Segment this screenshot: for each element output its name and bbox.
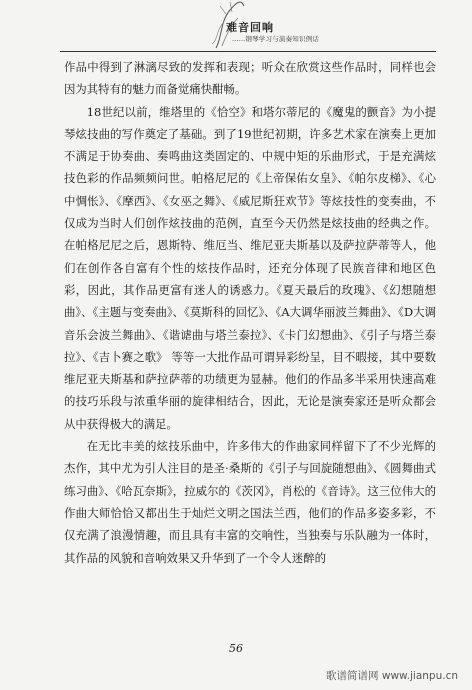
header-logo-text: 难音回响 bbox=[226, 21, 274, 34]
header-subtitle: ……钢琴学习与演奏知识例话 bbox=[232, 35, 320, 43]
paragraph-1: 作品中得到了淋漓尽致的发挥和表现；听众在欣赏这些作品时，同样也会因为其特有的魅力而备觉痛快酣畅。 bbox=[64, 60, 436, 97]
site-watermark: 歌谱简谱网 www.jianpu.cn bbox=[326, 670, 458, 682]
paragraph-2: 18世纪以前，维塔里的《恰空》和塔尔蒂尼的《魔鬼的颤音》为小提琴炫技曲的写作奠定了基础。到了19世纪初期，许多艺术家在演奏上更加不满足于协奏曲、奏鸣曲这类固定的、中规中矩的乐曲形式，于是充满炫技色彩的作品频频问世。帕格尼尼的《上帝保佑女皇》、《帕尔皮梯》、《心中惆怅》、《摩西》、《女巫之舞》、《威尼斯狂欢节》等炫技性的变奏曲，不仅成为当时人们创作炫技曲的范例，直至今天仍然是炫技曲的经典之作。在帕格尼尼之后，恩斯特、维厄当、维尼亚夫斯基以及萨拉萨蒂等人，他们在创作各自富有个性的炫技作品时，还充分体现了民族音律和地区色彩，因此，其作品更富有迷人的诱惑力。《夏天最后的玫瑰》、《幻想随想曲》、《主题与变奏曲》、《莫斯科的回忆》、《A大调华丽波兰舞曲》、《D大调音乐会波兰舞曲》、《谐谑曲与塔兰泰拉》、《卡门幻想曲》、《引子与塔兰泰拉》、《吉卜赛之歌》 等等一大批作品可谓异彩纷呈，目不暇接，其中要数维尼亚夫斯基和萨拉萨蒂的功绩更为显赫。他们的作品多半采用快速高难的技巧乐段与浓重华丽的旋律相结合，因此，无论是演奏家还是听众都会从中获得极大的满足。 bbox=[64, 104, 436, 431]
header-rule bbox=[60, 51, 436, 52]
body-text bbox=[64, 56, 436, 569]
page-number: 56 bbox=[229, 642, 243, 655]
paragraph-3: 在无比丰美的炫技乐曲中，许多伟大的作曲家同样留下了不少光辉的杰作，其中尤为引人注目的是圣·桑斯的《引子与回旋随想曲》、《圆舞曲式练习曲》、《哈瓦奈斯》，拉威尔的《茨冈》，肖松的《音诗》。这三位伟大的作曲大师恰恰又都出生于灿烂文明之国法兰西，他们的作品多姿多彩，不仅充满了浪漫情趣，而且具有丰富的交响性，当独奏与乐队融为一体时，其作品的风貌和音响效果又升华到了一个令人迷醉的 bbox=[64, 439, 436, 565]
